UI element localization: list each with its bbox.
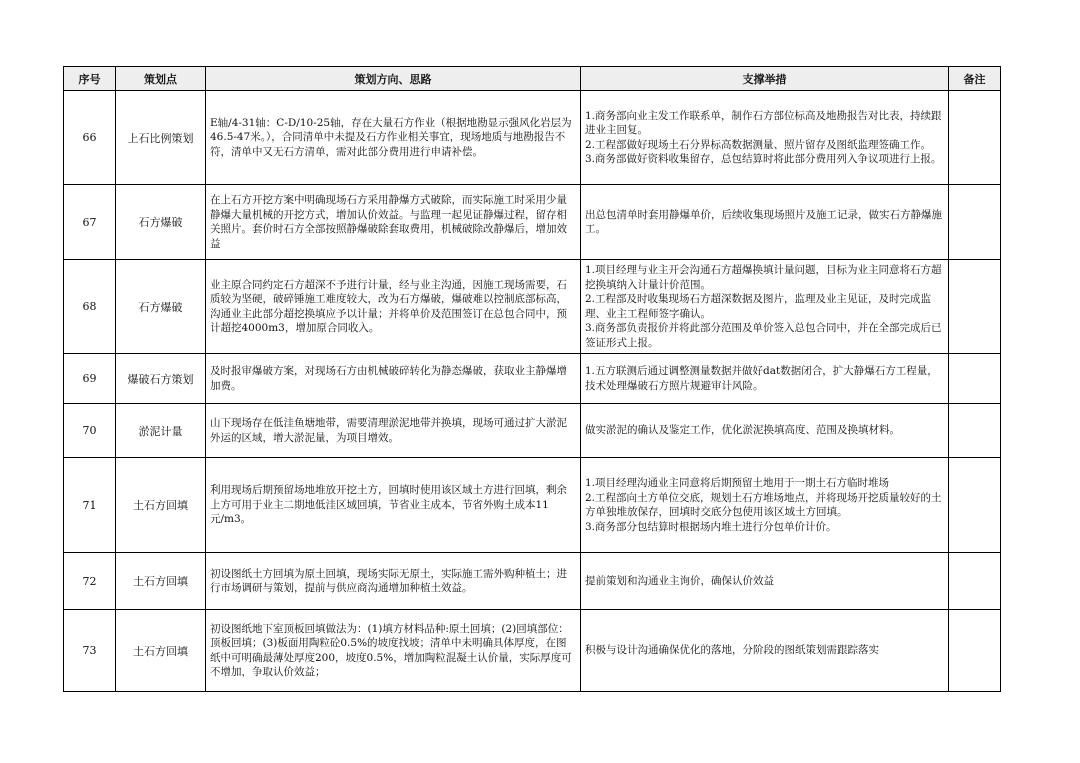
row-support	[581, 354, 949, 404]
row-number: 72	[64, 553, 116, 610]
row-number: 66	[64, 91, 116, 185]
row-remark	[949, 458, 1001, 553]
support-line: 2.工程部做好现场土石分界标高数据测量、照片留存及图纸监理签确工作。	[585, 138, 932, 151]
header-no: 序号	[64, 67, 116, 91]
table-row	[64, 553, 1001, 610]
header-row	[64, 67, 1001, 91]
support-line: 1.五方联测后通过调整测量数据并做好dat数据闭合，扩大静爆石方工程量，技术处理爆破石方照片规避审计风险。	[585, 365, 938, 392]
header-remark: 备注	[949, 67, 1001, 91]
support-line: 提前策划和沟通业主询价，确保认价效益	[585, 574, 774, 587]
table-row	[64, 458, 1001, 553]
row-number: 71	[64, 458, 116, 553]
row-direction: 初设图纸土方回填为原土回填，现场实际无原土，实际施工需外购种植土；进行市场调研与策划，提前与供应商沟通增加种植土效益。	[206, 553, 581, 610]
support-line: 出总包清单时套用静爆单价，后续收集现场照片及施工记录，做实石方静爆施工。	[585, 208, 942, 235]
row-direction: E轴/4-31轴：C-D/10-25轴，存在大量石方作业（根据地勘显示强风化岩层为46.5-47米。），合同清单中未提及石方作业相关事宜，现场地质与地勘报告不符，清单中又无石方清单，需对此部分费用进行申请补偿。	[206, 91, 581, 185]
row-direction: 在上石方开挖方案中明确现场石方采用静爆方式破除，而实际施工时采用少量静爆大量机械的开挖方式，增加认价效益。与监理一起见证静爆过程，留存相关照片。套价时石方全部按照静爆破除套取费用，机械破除改静爆后，增加效益	[206, 185, 581, 260]
row-direction: 业主原合同约定石方超深不予进行计量，经与业主沟通，因施工现场需要，石质较为坚硬，破碎锤施工难度较大，改为石方爆破，爆破难以控制底部标高，沟通业主此部分超挖换填应予以计量；并将单价及范围签订在总包合同中，预计超挖4000m3，增加原合同收入。	[206, 260, 581, 354]
sheet	[63, 66, 1001, 692]
row-point: 土石方回填	[116, 458, 206, 553]
row-support	[581, 458, 949, 553]
row-point: 石方爆破	[116, 185, 206, 260]
row-direction: 利用现场后期预留场地堆放开挖土方，回填时使用该区域土方进行回填，剩余上方可用于业主二期地低洼区域回填，节省业主成本，节省外购土成本11元/m3。	[206, 458, 581, 553]
table-row	[64, 91, 1001, 185]
row-point: 上石比例策划	[116, 91, 206, 185]
row-number: 73	[64, 610, 116, 692]
row-remark	[949, 91, 1001, 185]
row-number: 69	[64, 354, 116, 404]
row-remark	[949, 553, 1001, 610]
row-point: 淤泥计量	[116, 404, 206, 458]
planning-table	[63, 66, 1001, 692]
table-row	[64, 404, 1001, 458]
row-point: 土石方回填	[116, 553, 206, 610]
support-line: 3.商务部做好资料收集留存，总包结算时将此部分费用列入争议项进行上报。	[585, 153, 942, 165]
row-point: 石方爆破	[116, 260, 206, 354]
support-line: 2.工程部向土方单位交底，规划土石方堆场地点，并将现场开挖质量较好的土方单独堆放保存，回填时交底分包使用该区域土方回填。	[585, 491, 942, 518]
support-line: 1.项目经理与业主开会沟通石方超爆换填计量问题，目标为业主同意将石方超挖换填纳入计量计价范围。	[585, 264, 942, 291]
table-row	[64, 354, 1001, 404]
row-support	[581, 91, 949, 185]
table-row	[64, 610, 1001, 692]
row-direction: 初设图纸地下室顶板回填做法为：(1)填方材料品种:原土回填；(2)回填部位：顶板回填；(3)板面用陶粒砼0.5%的坡度找坡；清单中未明确具体厚度，在图纸中可明确最薄处厚度200，坡度0.5%，增加陶粒混凝土认价量，实际厚度可不增加，争取认价效益；	[206, 610, 581, 692]
support-line: 做实淤泥的确认及鉴定工作，优化淤泥换填高度、范围及换填材料。	[585, 424, 900, 437]
table-row	[64, 260, 1001, 354]
row-support	[581, 404, 949, 458]
support-line: 1.商务部向业主发工作联系单，制作石方部位标高及地勘报告对比表，持续跟进业主回复。	[585, 109, 942, 136]
row-support	[581, 553, 949, 610]
row-direction: 及时报审爆破方案，对现场石方由机械破碎转化为静态爆破，获取业主静爆增加费。	[206, 354, 581, 404]
support-line: 2.工程部及时收集现场石方超深数据及图片，监理及业主见证，及时完成监理、业主工程师签字确认。	[585, 293, 932, 320]
row-number: 68	[64, 260, 116, 354]
support-line: 3.商务部分包结算时根据场内堆土进行分包单价计价。	[585, 520, 837, 533]
row-support	[581, 610, 949, 692]
header-support: 支撑举措	[581, 67, 949, 91]
row-number: 70	[64, 404, 116, 458]
row-point: 土石方回填	[116, 610, 206, 692]
row-point: 爆破石方策划	[116, 354, 206, 404]
support-line: 1.项目经理沟通业主同意将后期预留土地用于一期土石方临时堆场	[585, 477, 890, 489]
row-direction: 山下现场存在低洼鱼塘地带，需要清理淤泥地带并换填，现场可通过扩大淤泥外运的区域，增大淤泥量，为项目增效。	[206, 404, 581, 458]
row-support	[581, 185, 949, 260]
header-point: 策划点	[116, 67, 206, 91]
row-remark	[949, 185, 1001, 260]
row-support	[581, 260, 949, 354]
table-row	[64, 185, 1001, 260]
row-remark	[949, 610, 1001, 692]
header-direction: 策划方向、思路	[206, 67, 581, 91]
row-number: 67	[64, 185, 116, 260]
row-remark	[949, 260, 1001, 354]
support-line: 积极与设计沟通确保优化的落地，分阶段的图纸策划需跟踪落实	[585, 644, 879, 657]
support-line: 3.商务部负责报价并将此部分范围及单价签入总包合同中，并在全部完成后已签证形式上报。	[585, 322, 942, 349]
row-remark	[949, 354, 1001, 404]
row-remark	[949, 404, 1001, 458]
